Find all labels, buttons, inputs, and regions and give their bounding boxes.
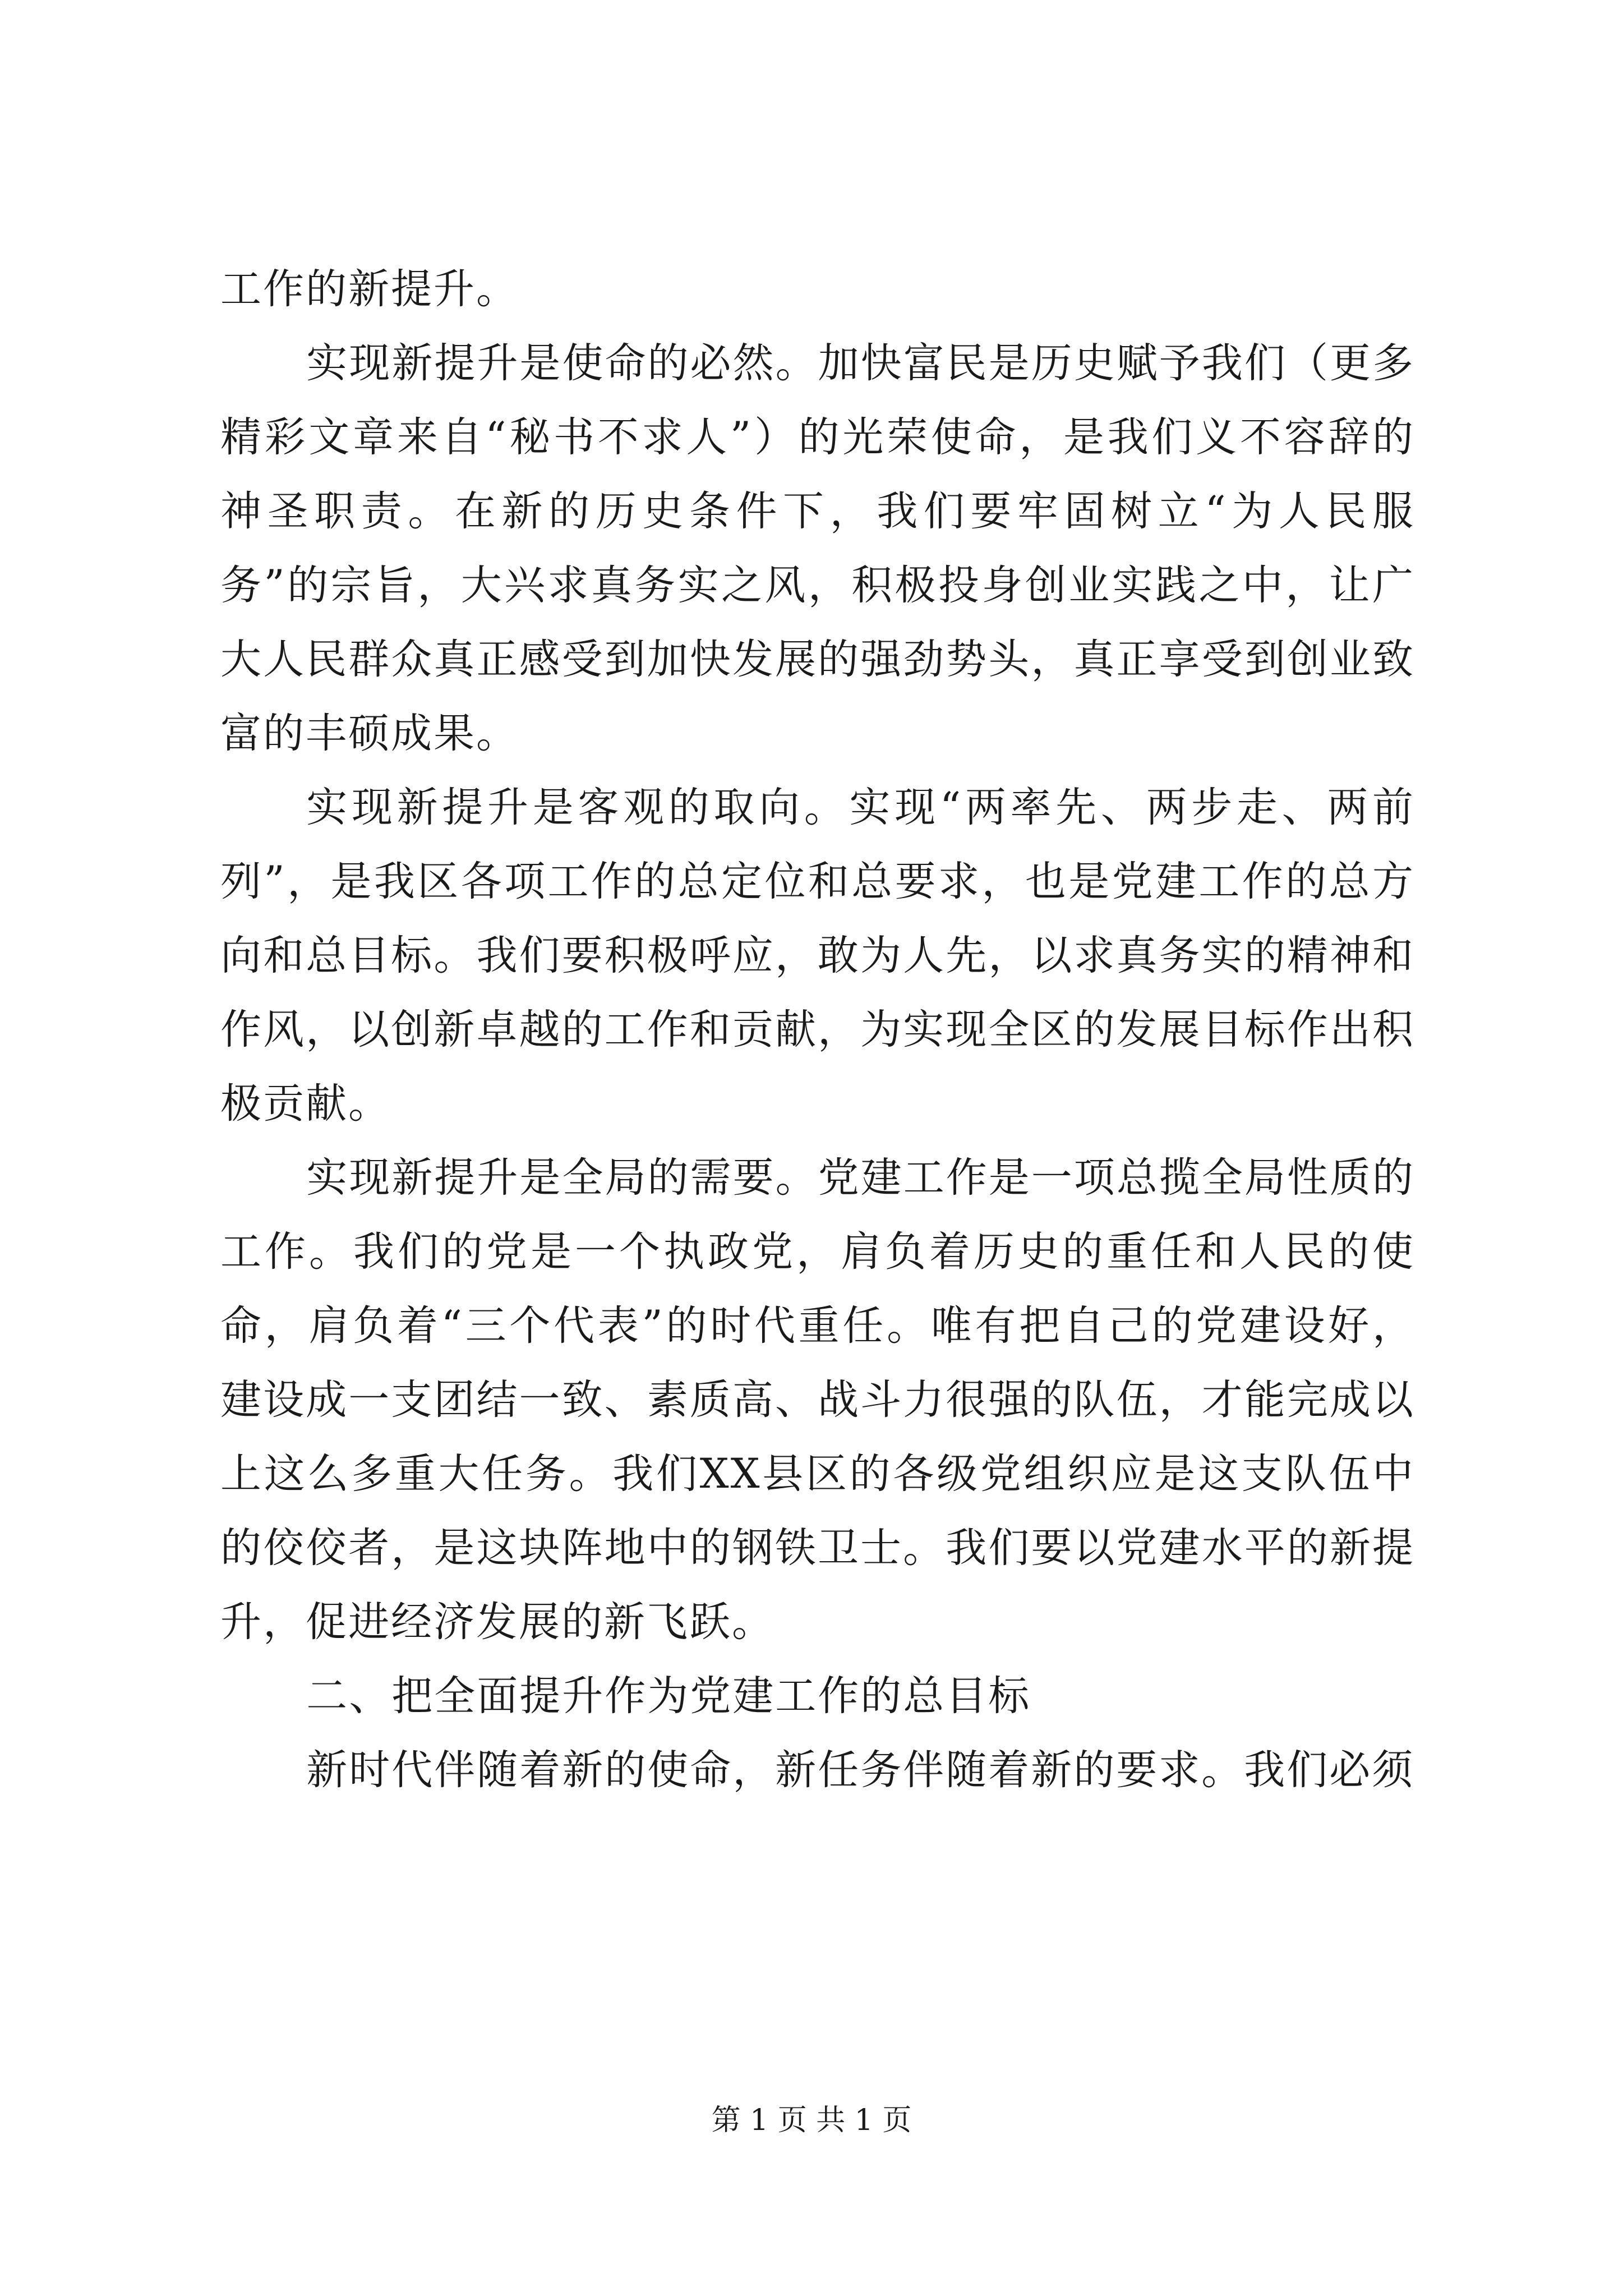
- paragraph-mission: 实现新提升是使命的必然。加快富民是历史赋予我们（更多精彩文章来自“秘书不求人”）的光荣使命，是我们义不容辞的神圣职责。在新的历史条件下，我们要牢固树立“为人民服务”的宗旨，大兴求真务实之风，积极投身创业实践之中，让广大人民群众真正感受到加快发展的强劲势头，真正享受到创业致富的丰硕成果。: [220, 339, 1415, 757]
- page-number-footer: 第 1 页 共 1 页: [711, 2104, 912, 2137]
- paragraph-objective: 实现新提升是客观的取向。实现“两率先、两步走、两前列”，是我区各项工作的总定位和总要求，也是党建工作的总方向和总目标。我们要积极呼应，敢为人先，以求真务实的精神和作风，以创新卓越的工作和贡献，为实现全区的发展目标作出积极贡献。: [220, 784, 1415, 1128]
- paragraph-continuation: 工作的新提升。: [220, 265, 519, 313]
- body-text: [220, 252, 1415, 1807]
- paragraph-overall-need: 实现新提升是全局的需要。党建工作是一项总揽全局性质的工作。我们的党是一个执政党，肩负着历史的重任和人民的使命，肩负着“三个代表”的时代重任。唯有把自己的党建设好，建设成一支团结一致、素质高、战斗力很强的队伍，才能完成以上这么多重大任务。我们XX县区的各级党组织应是这支队伍中的佼佼者，是这块阵地中的钢铁卫士。我们要以党建水平的新提升，促进经济发展的新飞跃。: [220, 1154, 1415, 1646]
- paragraph-new-era: 新时代伴随着新的使命，新任务伴随着新的要求。我们必须: [306, 1746, 1415, 1794]
- section-heading: 二、把全面提升作为党建工作的总目标: [306, 1672, 1031, 1720]
